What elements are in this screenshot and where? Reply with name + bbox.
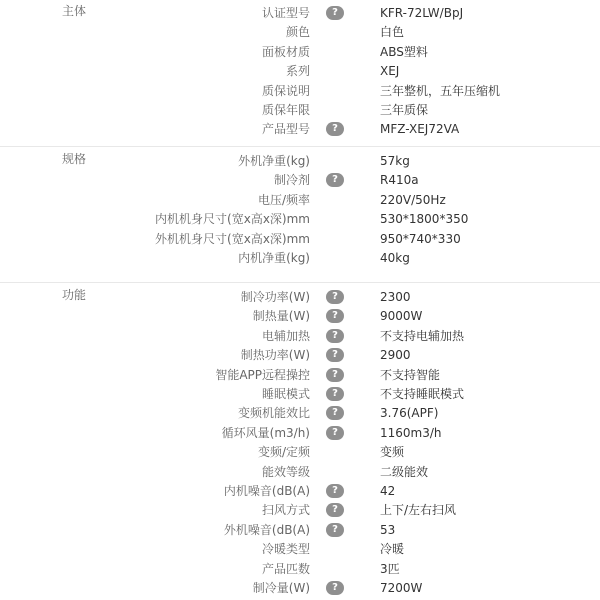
- spec-row: [0, 346, 600, 365]
- spec-row: [0, 120, 600, 139]
- spec-row: [0, 560, 600, 579]
- help-icon[interactable]: ?: [326, 406, 344, 420]
- spec-label: 冷暖类型: [261, 542, 310, 557]
- spec-label: 变频机能效比: [237, 406, 310, 421]
- spec-row: [0, 463, 600, 482]
- spec-row: [0, 579, 600, 598]
- help-icon[interactable]: ?: [326, 484, 344, 498]
- spec-label: 循环风量(m3/h): [221, 425, 310, 440]
- spec-value: 1160m3/h: [380, 425, 442, 440]
- help-icon[interactable]: ?: [326, 348, 344, 362]
- spec-label: 认证型号: [261, 6, 310, 20]
- spec-value: 不支持电辅加热: [380, 328, 465, 343]
- spec-value: 950*740*330: [380, 231, 461, 246]
- spec-value: 不支持睡眠模式: [380, 387, 465, 401]
- spec-row: [0, 521, 600, 540]
- spec-row: [0, 152, 600, 171]
- spec-label: 质保说明: [261, 83, 310, 98]
- help-icon[interactable]: ?: [326, 581, 344, 595]
- spec-label: 制冷剂: [273, 173, 310, 188]
- spec-value: 530*1800*350: [380, 212, 469, 227]
- spec-label: 制热功率(W): [240, 348, 310, 363]
- help-icon[interactable]: ?: [326, 309, 344, 323]
- spec-row: [0, 424, 600, 443]
- spec-label: 质保年限: [261, 103, 310, 117]
- spec-value: 白色: [380, 25, 405, 40]
- spec-value: 3匹: [380, 561, 400, 576]
- spec-label: 制热量(W): [252, 309, 310, 324]
- help-icon[interactable]: ?: [326, 290, 344, 304]
- spec-value: ABS塑料: [380, 44, 428, 59]
- spec-label: 颜色: [285, 25, 310, 40]
- spec-value: 不支持智能: [380, 367, 441, 382]
- spec-label: 产品型号: [261, 122, 310, 137]
- help-icon[interactable]: ?: [326, 122, 344, 136]
- spec-value: 3.76(APF): [380, 406, 439, 421]
- spec-row: [0, 230, 600, 249]
- spec-row: [0, 43, 600, 62]
- spec-row: [0, 101, 600, 120]
- spec-value: 变频: [380, 445, 405, 460]
- spec-label: 内机噪音(dB(A): [223, 484, 310, 498]
- help-icon[interactable]: ?: [326, 329, 344, 343]
- spec-value: 二级能效: [380, 464, 429, 479]
- spec-label: 外机机身尺寸(宽x高x深)mm: [155, 231, 310, 246]
- spec-value: MFZ-XEJ72VA: [380, 122, 460, 137]
- spec-row: [0, 191, 600, 210]
- section-title: 功能: [62, 288, 87, 302]
- spec-label: 制冷量(W): [252, 581, 310, 595]
- spec-value: 2900: [380, 348, 411, 363]
- help-icon[interactable]: ?: [326, 173, 344, 187]
- spec-value: R410a: [380, 173, 419, 188]
- spec-row: [0, 4, 600, 23]
- spec-value: 2300: [380, 290, 411, 304]
- spec-row: [0, 443, 600, 462]
- help-icon[interactable]: ?: [326, 523, 344, 537]
- spec-row: [0, 482, 600, 501]
- spec-label: 电辅加热: [261, 328, 310, 343]
- spec-row: [0, 288, 600, 307]
- spec-value: 上下/左右扫风: [380, 503, 457, 518]
- spec-label: 电压/频率: [257, 192, 310, 207]
- spec-value: 53: [380, 522, 396, 537]
- section-title: 主体: [62, 4, 87, 18]
- spec-label: 外机噪音(dB(A): [223, 522, 310, 537]
- spec-label: 变频/定频: [257, 445, 310, 460]
- help-icon[interactable]: ?: [326, 387, 344, 401]
- spec-row: [0, 249, 600, 268]
- spec-row: [0, 171, 600, 190]
- spec-label: 面板材质: [261, 44, 310, 59]
- spec-row: [0, 327, 600, 346]
- spec-row: [0, 366, 600, 385]
- spec-label: 外机净重(kg): [238, 154, 310, 168]
- section-title: 规格: [62, 152, 87, 166]
- spec-row: [0, 210, 600, 229]
- spec-value: 冷暖: [380, 542, 405, 557]
- spec-row: [0, 404, 600, 423]
- spec-value: 42: [380, 484, 396, 498]
- spec-row: [0, 62, 600, 81]
- spec-value: 40kg: [380, 251, 410, 265]
- spec-value: 三年质保: [380, 103, 429, 117]
- help-icon[interactable]: ?: [326, 368, 344, 382]
- spec-value: 220V/50Hz: [380, 192, 446, 207]
- spec-value: 9000W: [380, 309, 423, 324]
- spec-label: 扫风方式: [261, 503, 310, 518]
- help-icon[interactable]: ?: [326, 426, 344, 440]
- spec-label: 制冷功率(W): [240, 290, 310, 304]
- help-icon[interactable]: ?: [326, 6, 344, 20]
- spec-value: 三年整机，五年压缩机: [380, 83, 501, 98]
- spec-row: [0, 23, 600, 42]
- spec-label: 智能APP远程操控: [215, 367, 310, 382]
- spec-row: [0, 307, 600, 326]
- help-icon[interactable]: ?: [326, 503, 344, 517]
- section-divider: [0, 146, 600, 147]
- spec-row: [0, 82, 600, 101]
- spec-value: 7200W: [380, 581, 423, 595]
- spec-label: 睡眠模式: [261, 387, 310, 401]
- spec-label: 内机净重(kg): [238, 251, 310, 265]
- spec-label: 系列: [285, 64, 310, 79]
- section-divider: [0, 282, 600, 283]
- spec-label: 内机机身尺寸(宽x高x深)mm: [155, 212, 310, 227]
- spec-row: [0, 385, 600, 404]
- spec-row: [0, 501, 600, 520]
- spec-value: 57kg: [380, 154, 410, 168]
- spec-label: 产品匹数: [261, 561, 310, 576]
- spec-value: KFR-72LW/BpJ: [380, 6, 464, 20]
- spec-row: [0, 540, 600, 559]
- spec-label: 能效等级: [261, 464, 310, 479]
- spec-value: XEJ: [380, 64, 400, 79]
